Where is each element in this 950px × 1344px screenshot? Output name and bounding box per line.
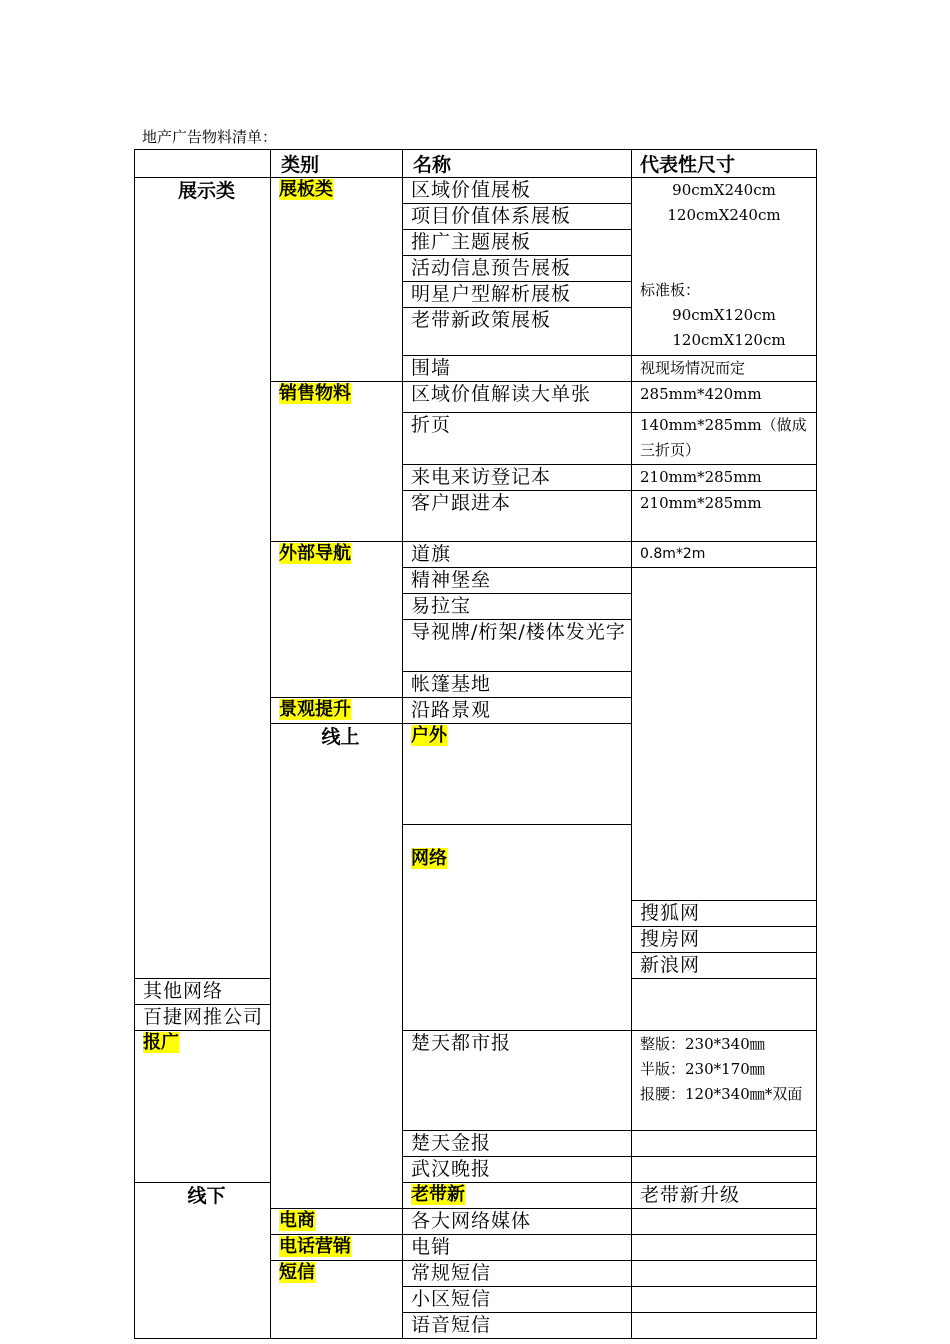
size-cell: 210mm*285mm bbox=[632, 465, 817, 491]
name-cell: 沿路景观 bbox=[403, 698, 632, 724]
category-sms: 短信 bbox=[271, 1261, 403, 1339]
group-online: 线上 bbox=[271, 724, 403, 1209]
size-panels: 90cmX240cm 120cmX240cm 标准板： 90cmX120cm 120cmX120cm bbox=[632, 178, 817, 356]
name-cell: 小区短信 bbox=[403, 1287, 632, 1313]
category-outdoor: 户外 bbox=[403, 724, 632, 825]
name-cell: 常规短信 bbox=[403, 1261, 632, 1287]
category-ecommerce: 电商 bbox=[271, 1209, 403, 1235]
name-cell: 楚天金报 bbox=[403, 1131, 632, 1157]
category-web: 网络 bbox=[403, 825, 632, 1031]
size-empty bbox=[632, 1235, 817, 1261]
name-cell: 其他网络 bbox=[135, 979, 271, 1005]
name-cell: 道旗 bbox=[403, 542, 632, 568]
document-title: 地产广告物料清单： bbox=[142, 128, 278, 146]
category-landscape: 景观提升 bbox=[271, 698, 403, 724]
name-cell: 百捷网推公司 bbox=[135, 1005, 271, 1031]
name-cell: 老带新政策展板 bbox=[403, 308, 632, 356]
name-cell: 帐篷基地 bbox=[403, 672, 632, 698]
table-row bbox=[135, 178, 817, 204]
size-cell: 140mm*285mm（做成三折页） bbox=[632, 413, 817, 465]
size-empty bbox=[632, 1313, 817, 1339]
name-cell: 折页 bbox=[403, 413, 632, 465]
header-category: 类别 bbox=[271, 150, 403, 178]
name-cell: 搜房网 bbox=[632, 927, 817, 953]
name-cell: 各大网络媒体 bbox=[403, 1209, 632, 1235]
header-size: 代表性尺寸 bbox=[632, 150, 817, 178]
name-cell: 导视牌/桁架/楼体发光字 bbox=[403, 620, 632, 672]
size-cell: 0.8m*2m bbox=[632, 542, 817, 568]
table-row bbox=[135, 1183, 817, 1209]
header-empty bbox=[135, 150, 271, 178]
name-cell: 区域价值解读大单张 bbox=[403, 382, 632, 413]
group-display: 展示类 bbox=[135, 178, 271, 979]
category-panels: 展板类 bbox=[271, 178, 403, 382]
name-cell: 客户跟进本 bbox=[403, 491, 632, 542]
size-newspaper: 整版：230*340㎜ 半版：230*170㎜ 报腰：120*340㎜*双面 bbox=[632, 1031, 817, 1131]
name-cell: 新浪网 bbox=[632, 953, 817, 979]
size-empty bbox=[632, 1287, 817, 1313]
name-cell: 推广主题展板 bbox=[403, 230, 632, 256]
name-cell: 语音短信 bbox=[403, 1313, 632, 1339]
size-empty bbox=[632, 1131, 817, 1157]
name-cell: 老带新升级 bbox=[632, 1183, 817, 1209]
group-offline: 线下 bbox=[135, 1183, 271, 1339]
name-cell: 电销 bbox=[403, 1235, 632, 1261]
size-cell: 210mm*285mm bbox=[632, 491, 817, 542]
name-cell: 易拉宝 bbox=[403, 594, 632, 620]
name-cell: 围墙 bbox=[403, 356, 632, 382]
size-empty bbox=[632, 1209, 817, 1235]
category-phone: 电话营销 bbox=[271, 1235, 403, 1261]
name-cell: 精神堡垒 bbox=[403, 568, 632, 594]
category-oldnew: 老带新 bbox=[403, 1183, 632, 1209]
size-empty bbox=[632, 1157, 817, 1183]
size-cell: 视现场情况而定 bbox=[632, 356, 817, 382]
materials-table bbox=[134, 149, 817, 1339]
name-cell: 来电来访登记本 bbox=[403, 465, 632, 491]
name-cell: 楚天都市报 bbox=[403, 1031, 632, 1131]
name-cell: 搜狐网 bbox=[632, 901, 817, 927]
table-row bbox=[135, 1031, 817, 1131]
name-cell: 区域价值展板 bbox=[403, 178, 632, 204]
header-row bbox=[135, 150, 817, 178]
name-cell: 项目价值体系展板 bbox=[403, 204, 632, 230]
size-empty-nav bbox=[632, 568, 817, 901]
header-name: 名称 bbox=[403, 150, 632, 178]
category-sales: 销售物料 bbox=[271, 382, 403, 542]
name-cell: 活动信息预告展板 bbox=[403, 256, 632, 282]
category-nav: 外部导航 bbox=[271, 542, 403, 698]
size-empty bbox=[632, 1261, 817, 1287]
category-newspaper: 报广 bbox=[135, 1031, 271, 1183]
size-cell: 285mm*420mm bbox=[632, 382, 817, 413]
name-cell: 武汉晚报 bbox=[403, 1157, 632, 1183]
name-cell: 明星户型解析展板 bbox=[403, 282, 632, 308]
